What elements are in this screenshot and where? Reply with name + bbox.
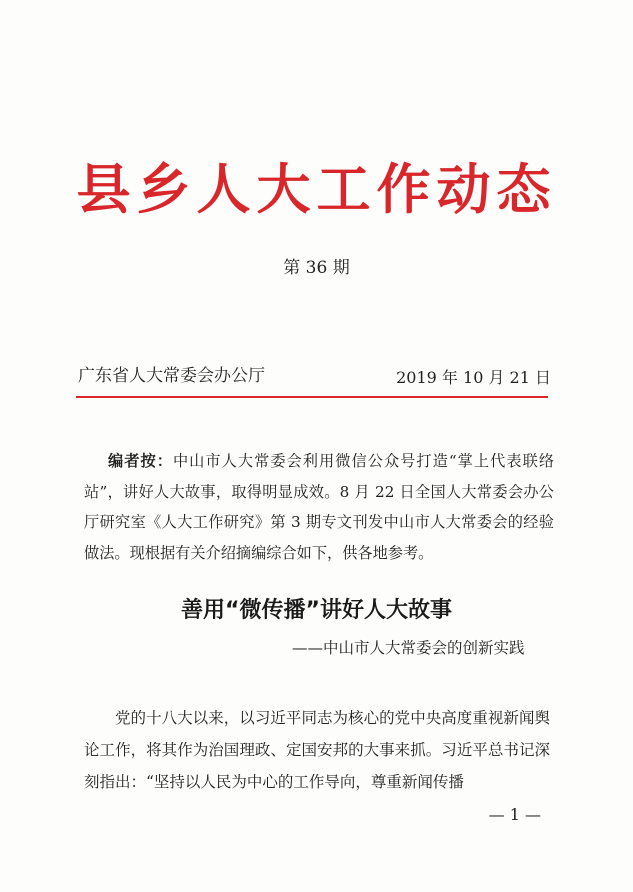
issue-date: 2019 年 10 月 21 日 [396, 368, 551, 387]
article-subtitle: ——中山市人大常委会的创新实践 [292, 639, 525, 657]
issuer-name: 广东省人大常委会办公厅 [78, 366, 265, 386]
article-body-paragraph: 党的十八大以来，以习近平同志为核心的党中央高度重视新闻舆论工作，将其作为治国理政、定国安邦的大事来抓。习近平总书记深刻指出：“坚持以人民为中心的工作导向，尊重新闻传播 [84, 709, 550, 791]
page-number: — 1 — [488, 805, 541, 824]
editor-note [84, 446, 554, 568]
issue-number: 第 36 期 [283, 258, 350, 278]
editor-note-label: 编者按： [108, 452, 173, 470]
article-title: 善用“微传播”讲好人大故事 [181, 598, 452, 623]
editor-note-text: 中山市人大常委会利用微信公众号打造“掌上代表联络站”，讲好人大故事，取得明显成效。8 月 22 日全国人大常委会办公厅研究室《人大工作研究》第 3 期专文刊发中山市人大常委会的经验做法。现根据有关介绍摘编综合如下，供各地参考。 [84, 452, 555, 562]
header-divider [76, 396, 548, 398]
masthead-title: 县乡人大工作动态 [76, 158, 557, 221]
